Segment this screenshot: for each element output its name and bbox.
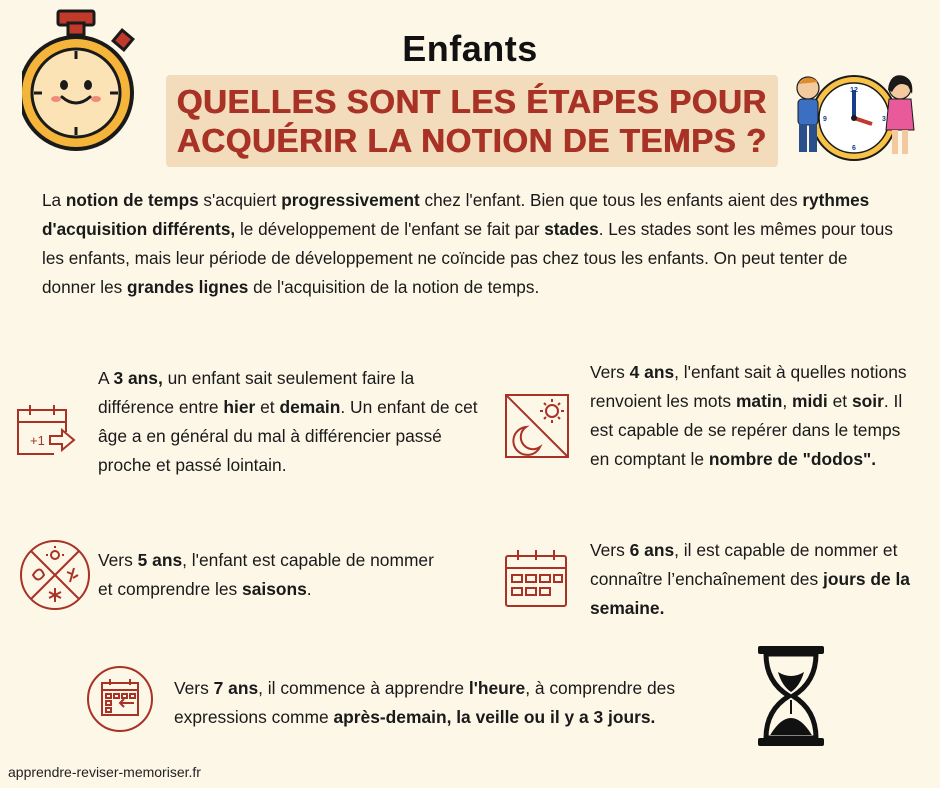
banner-heading — [166, 75, 778, 167]
emphasis-text: 3 ans, — [113, 368, 163, 388]
emphasis-text: après-demain, la veille ou il y a 3 jours. — [333, 707, 656, 727]
emphasis-text: soir — [851, 391, 884, 411]
emphasis-text: progressivement — [281, 190, 420, 210]
svg-text:12: 12 — [850, 87, 858, 94]
calendar-week-icon — [502, 548, 570, 610]
stage-age-3: A 3 ans, un enfant sait seulement faire la différence entre hier et demain. Un enfant de cet âge a en général du mal à différencier passé proche et passé lointain. — [98, 368, 478, 475]
emphasis-text: hier — [223, 397, 256, 417]
emphasis-text: nombre de "dodos". — [708, 449, 877, 469]
emphasis-text: 4 ans — [629, 362, 675, 382]
banner-line-2: ACQUÉRIR LA NOTION DE TEMPS ? — [176, 122, 768, 159]
emphasis-text: notion de temps — [65, 190, 199, 210]
kids-clock-illustration-icon — [792, 68, 917, 168]
stage-age-5: Vers 5 ans, l'enfant est capable de nommer et comprendre les saisons. — [98, 550, 434, 599]
svg-text:6: 6 — [852, 145, 856, 152]
emphasis-text: saisons — [242, 579, 307, 599]
emphasis-text: stades — [544, 219, 599, 239]
footer-site-url: apprendre-reviser-memoriser.fr — [8, 764, 201, 780]
stage-age-4: Vers 4 ans, l'enfant sait à quelles notions renvoient les mots matin, midi et soir. Il est capable de se repérer dans le temps en comptant le nombre de "dodos". — [590, 362, 907, 469]
banner-line-1: QUELLES SONT LES ÉTAPES POUR — [176, 83, 768, 120]
svg-text:+1: +1 — [30, 433, 45, 448]
emphasis-text: 5 ans — [137, 550, 183, 570]
hourglass-icon — [756, 644, 826, 748]
calendar-clock-icon — [86, 665, 154, 733]
emphasis-text: midi — [792, 391, 828, 411]
emphasis-text: grandes lignes — [127, 277, 249, 297]
emphasis-text: l'heure — [468, 678, 526, 698]
emphasis-text: matin — [735, 391, 783, 411]
svg-text:9: 9 — [823, 116, 827, 123]
page-title: Enfants — [402, 28, 538, 69]
emphasis-text: 6 ans — [629, 540, 675, 560]
stage-age-6: Vers 6 ans, il est capable de nommer et connaître l’enchaînement des jours de la semaine. — [590, 540, 910, 618]
emphasis-text: 7 ans — [213, 678, 259, 698]
emphasis-text: jours de la semaine. — [590, 569, 910, 618]
intro-paragraph: La notion de temps s'acquiert progressivement chez l'enfant. Bien que tous les enfants aient des rythmes d'acquisition différents, le développement de l'enfant se fait par stades. Les stades sont les mêmes pour tous les enfants, mais leur période de développement ne coïncide pas chez tous les enfants. On peut tenter de donner les grandes lignes de l'acquisition de la notion de temps. — [42, 190, 893, 297]
day-night-icon — [504, 393, 570, 459]
svg-text:3: 3 — [882, 116, 886, 123]
calendar-plus-one-icon — [14, 402, 78, 460]
emphasis-text: rythmes d'acquisition différents, — [42, 190, 870, 239]
seasons-icon — [18, 538, 92, 612]
stage-age-7: Vers 7 ans, il commence à apprendre l'heure, à comprendre des expressions comme après-demain, la veille ou il y a 3 jours. — [174, 678, 676, 727]
emphasis-text: demain — [279, 397, 341, 417]
